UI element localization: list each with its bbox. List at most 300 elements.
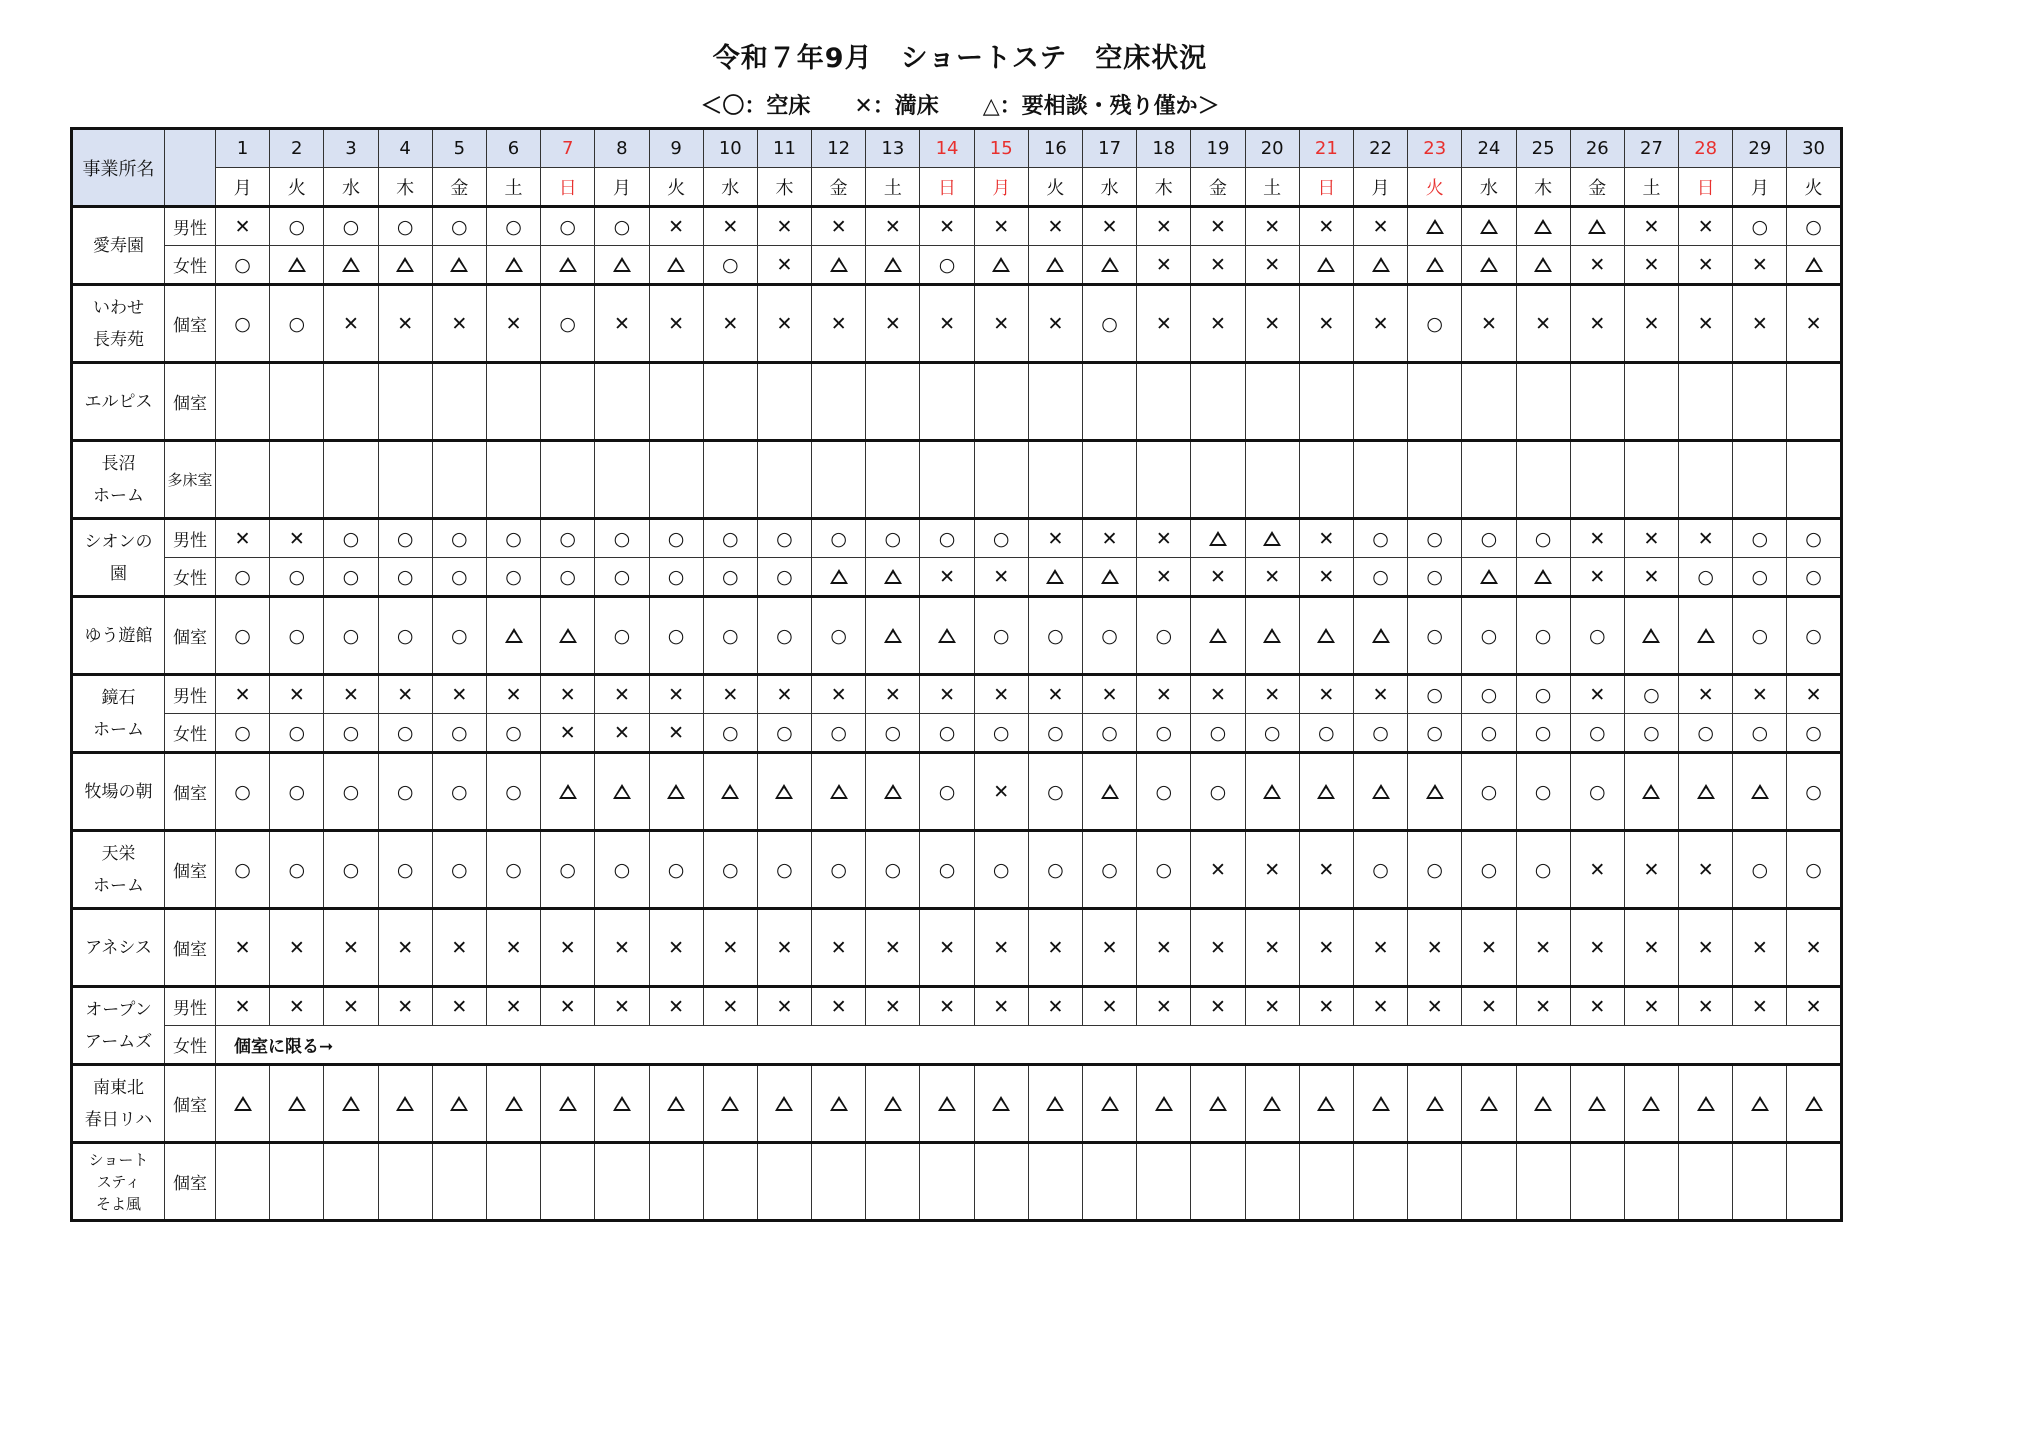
status-cell [216,909,270,987]
vacant-mark: ○ [559,565,577,588]
status-cell [1191,753,1245,831]
facility-name: 牧場の朝 [72,753,165,831]
vacant-mark: ○ [451,215,468,238]
status-cell [1353,363,1407,441]
full-mark: ✕ [1210,215,1226,238]
triangle-mark-icon [1209,531,1227,546]
status-cell [1679,1065,1733,1143]
full-mark: ✕ [1643,312,1660,335]
status-cell [920,597,974,675]
status-cell [1245,441,1299,519]
status-cell [1299,675,1353,714]
facility-name: 天栄 ホーム [72,831,165,909]
full-mark: ✕ [830,995,847,1018]
status-cell [1137,753,1191,831]
full-mark: ✕ [288,936,305,959]
weekday: 金 [1191,168,1245,207]
status-cell [812,558,866,597]
vacant-mark: ○ [830,721,847,744]
status-cell [1353,1143,1407,1221]
day-number: 25 [1516,129,1570,168]
status-cell [486,1065,540,1143]
status-cell [1353,441,1407,519]
status-cell [1245,714,1299,753]
status-cell [216,987,270,1026]
triangle-mark-icon [1534,1096,1552,1111]
full-mark: ✕ [397,312,414,335]
triangle-mark-icon [1805,1096,1823,1111]
vacant-mark: ○ [1751,858,1769,881]
status-cell [1624,675,1678,714]
vacant-mark: ○ [1426,527,1444,550]
status-cell [703,753,757,831]
vacant-mark: ○ [613,858,631,881]
vacant-mark: ○ [288,780,306,803]
vacant-mark: ○ [1751,721,1769,744]
full-mark: ✕ [884,312,901,335]
weekday: 月 [1733,168,1787,207]
status-cell [216,363,270,441]
status-cell [1624,441,1678,519]
vacant-mark: ○ [1426,565,1444,588]
status-cell [541,714,595,753]
status-cell [432,519,486,558]
status-cell [270,831,324,909]
full-mark: ✕ [722,215,739,238]
full-mark: ✕ [1210,565,1226,588]
vacant-mark: ○ [992,858,1010,881]
full-mark: ✕ [1155,995,1172,1018]
full-mark: ✕ [1751,253,1768,276]
status-cell [486,519,540,558]
status-cell [486,675,540,714]
status-cell [920,675,974,714]
triangle-mark-icon [1805,257,1823,272]
full-mark: ✕ [613,721,630,744]
full-mark: ✕ [1372,683,1389,706]
vacant-mark: ○ [1426,858,1444,881]
status-cell [1624,1143,1678,1221]
status-cell [1462,1143,1516,1221]
status-cell [703,714,757,753]
status-cell [812,1065,866,1143]
vacant-mark: ○ [667,527,685,550]
full-mark: ✕ [1751,312,1768,335]
status-cell [1408,441,1462,519]
status-cell [324,597,378,675]
status-cell [216,207,270,246]
status-cell [1624,558,1678,597]
triangle-mark-icon [1101,784,1119,799]
day-number: 24 [1462,129,1516,168]
status-cell [1028,987,1082,1026]
status-cell [541,675,595,714]
status-cell [432,363,486,441]
triangle-mark-icon [1534,219,1552,234]
triangle-mark-icon [1426,784,1444,799]
triangle-mark-icon [1372,1096,1390,1111]
full-mark: ✕ [993,565,1010,588]
status-cell [1137,714,1191,753]
status-cell [1462,558,1516,597]
room-type: 個室 [165,363,216,441]
triangle-mark-icon [1534,257,1552,272]
full-mark: ✕ [397,683,414,706]
vacant-mark: ○ [505,721,522,744]
full-mark: ✕ [1047,995,1064,1018]
status-cell [1570,909,1624,987]
status-cell [1787,831,1841,909]
triangle-mark-icon [1480,219,1498,234]
weekday: 火 [270,168,324,207]
vacant-mark: ○ [1372,527,1389,550]
vacant-mark: ○ [234,624,251,647]
vacant-mark: ○ [1047,624,1064,647]
table-row [72,831,1842,909]
vacant-mark: ○ [505,565,522,588]
full-mark: ✕ [1372,312,1389,335]
full-mark: ✕ [884,683,901,706]
status-cell [432,441,486,519]
status-cell [1191,246,1245,285]
status-cell [757,597,811,675]
status-cell [866,987,920,1026]
status-cell [1299,1143,1353,1221]
vacant-mark: ○ [288,565,306,588]
status-cell [270,753,324,831]
status-cell [378,987,432,1026]
weekday: 月 [974,168,1028,207]
table-row [72,519,1842,558]
status-cell [757,1143,811,1221]
status-cell [378,441,432,519]
full-mark: ✕ [559,936,576,959]
status-cell [595,831,649,909]
status-cell [324,207,378,246]
facility-name: 愛寿園 [72,207,165,285]
status-cell [1679,753,1733,831]
status-cell [270,519,324,558]
status-cell [1462,753,1516,831]
status-cell [1570,285,1624,363]
status-cell [1191,909,1245,987]
status-cell [1083,1065,1137,1143]
status-cell [1787,363,1841,441]
status-cell [1083,441,1137,519]
vacant-mark: ○ [667,858,685,881]
status-cell [541,441,595,519]
status-cell [1353,675,1407,714]
triangle-mark-icon [505,257,523,272]
room-type: 女性 [165,1026,216,1065]
day-number: 18 [1137,129,1191,168]
status-cell [1462,714,1516,753]
full-mark: ✕ [1264,253,1281,276]
full-mark: ✕ [1155,312,1172,335]
full-mark: ✕ [613,312,630,335]
full-mark: ✕ [1643,253,1660,276]
vacant-mark: ○ [342,565,360,588]
full-mark: ✕ [343,936,359,959]
full-mark: ✕ [1318,312,1335,335]
full-mark: ✕ [1480,995,1497,1018]
status-cell [649,441,703,519]
status-cell [324,1143,378,1221]
triangle-mark-icon [1263,1096,1281,1111]
vacant-mark: ○ [396,721,414,744]
day-number: 19 [1191,129,1245,168]
status-cell [1733,831,1787,909]
status-cell [1733,246,1787,285]
status-cell [541,831,595,909]
vacant-mark: ○ [1372,721,1389,744]
status-cell [920,246,974,285]
weekday: 月 [216,168,270,207]
status-cell [1516,207,1570,246]
triangle-mark-icon [667,1096,685,1111]
vacant-mark: ○ [451,624,468,647]
status-cell [1462,246,1516,285]
full-mark: ✕ [1643,936,1660,959]
full-mark: ✕ [1697,312,1714,335]
status-cell [1191,597,1245,675]
vacant-mark: ○ [830,527,847,550]
status-cell [595,285,649,363]
status-cell [1353,285,1407,363]
status-cell [920,207,974,246]
status-cell [1408,675,1462,714]
weekday: 金 [432,168,486,207]
triangle-mark-icon [1101,1096,1119,1111]
status-cell [1679,597,1733,675]
full-mark: ✕ [1805,683,1822,706]
vacant-mark: ○ [938,527,956,550]
status-cell [270,1143,324,1221]
status-cell [270,246,324,285]
vacant-mark: ○ [776,527,793,550]
status-cell [1624,519,1678,558]
status-cell [270,909,324,987]
status-cell [866,1143,920,1221]
status-cell [866,831,920,909]
status-cell [1191,714,1245,753]
day-number: 7 [541,129,595,168]
status-cell [1570,246,1624,285]
status-cell [216,519,270,558]
status-cell [541,753,595,831]
status-cell [595,207,649,246]
status-cell [703,207,757,246]
weekday: 日 [541,168,595,207]
status-cell [1679,207,1733,246]
status-cell [757,753,811,831]
status-cell [703,1065,757,1143]
full-mark: ✕ [1318,858,1335,881]
triangle-mark-icon [1046,1096,1064,1111]
status-cell [757,207,811,246]
status-cell [595,714,649,753]
status-cell [1570,441,1624,519]
status-cell [595,363,649,441]
day-number: 16 [1028,129,1082,168]
vacant-mark: ○ [1805,780,1822,803]
status-cell [1570,1143,1624,1221]
full-mark: ✕ [668,215,685,238]
status-cell [541,1143,595,1221]
status-cell [595,519,649,558]
triangle-mark-icon [613,257,631,272]
status-cell [757,909,811,987]
vacant-mark: ○ [396,780,414,803]
status-cell [866,363,920,441]
facility-name: 南東北 春日リハ [72,1065,165,1143]
status-cell [1353,519,1407,558]
vacant-mark: ○ [1588,780,1606,803]
full-mark: ✕ [1589,683,1606,706]
full-mark: ✕ [1372,936,1389,959]
full-mark: ✕ [884,936,901,959]
status-cell [1516,753,1570,831]
status-cell [1408,831,1462,909]
triangle-mark-icon [342,257,360,272]
triangle-mark-icon [559,784,577,799]
full-mark: ✕ [1751,683,1768,706]
row-note: 個室に限る➞ [216,1026,1842,1065]
day-number: 4 [378,129,432,168]
status-cell [703,909,757,987]
triangle-mark-icon [1588,219,1606,234]
status-cell [1679,519,1733,558]
status-cell [1408,246,1462,285]
vacant-mark: ○ [667,565,685,588]
type-header [165,129,216,207]
triangle-mark-icon [830,784,848,799]
triangle-mark-icon [342,1096,360,1111]
full-mark: ✕ [1372,995,1389,1018]
day-number: 3 [324,129,378,168]
status-cell [703,558,757,597]
status-cell [1137,909,1191,987]
status-cell [920,714,974,753]
status-cell [595,558,649,597]
day-number: 26 [1570,129,1624,168]
status-cell [486,1143,540,1221]
status-cell [1299,831,1353,909]
facility-name: 長沼 ホーム [72,441,165,519]
status-cell [1462,207,1516,246]
status-cell [1083,246,1137,285]
full-mark: ✕ [505,936,522,959]
full-mark: ✕ [830,215,847,238]
full-mark: ✕ [993,312,1010,335]
status-cell [1733,714,1787,753]
status-cell [1137,285,1191,363]
triangle-mark-icon [884,628,902,643]
full-mark: ✕ [1643,527,1660,550]
status-cell [1408,558,1462,597]
status-cell [486,207,540,246]
vacant-mark: ○ [721,565,739,588]
status-cell [324,831,378,909]
status-cell [1353,597,1407,675]
triangle-mark-icon [1372,257,1390,272]
full-mark: ✕ [1264,565,1281,588]
status-cell [812,714,866,753]
day-number: 27 [1624,129,1678,168]
status-cell [1516,363,1570,441]
vacant-mark: ○ [234,721,251,744]
status-cell [432,909,486,987]
status-cell [216,285,270,363]
full-mark: ✕ [1751,936,1768,959]
full-mark: ✕ [1751,995,1768,1018]
full-mark: ✕ [397,995,414,1018]
vacant-mark: ○ [451,565,468,588]
weekday: 金 [1570,168,1624,207]
full-mark: ✕ [722,683,739,706]
status-cell [649,909,703,987]
full-mark: ✕ [1643,215,1660,238]
status-cell [1191,1065,1245,1143]
vacant-mark: ○ [1480,721,1498,744]
status-cell [974,597,1028,675]
status-cell [432,753,486,831]
status-cell [1679,831,1733,909]
vacant-mark: ○ [1643,721,1660,744]
status-cell [866,753,920,831]
status-cell [1462,441,1516,519]
status-cell [866,714,920,753]
status-cell [1191,441,1245,519]
triangle-mark-icon [992,257,1010,272]
full-mark: ✕ [1047,215,1064,238]
vacant-mark: ○ [1426,683,1444,706]
status-cell [378,363,432,441]
status-cell [1137,207,1191,246]
status-cell [1191,363,1245,441]
full-mark: ✕ [722,936,739,959]
room-type: 個室 [165,1143,216,1221]
status-cell [486,753,540,831]
status-cell [1137,675,1191,714]
vacant-mark: ○ [396,565,414,588]
day-number: 15 [974,129,1028,168]
status-cell [1462,1065,1516,1143]
full-mark: ✕ [1318,995,1335,1018]
status-cell [1028,909,1082,987]
status-cell [1028,714,1082,753]
full-mark: ✕ [1589,527,1606,550]
triangle-mark-icon [830,569,848,584]
status-cell [1191,831,1245,909]
status-cell [1408,909,1462,987]
full-mark: ✕ [1480,312,1497,335]
status-cell [541,207,595,246]
status-cell [974,714,1028,753]
status-cell [920,363,974,441]
status-cell [1408,285,1462,363]
full-mark: ✕ [993,780,1010,803]
status-cell [1570,363,1624,441]
status-cell [974,675,1028,714]
full-mark: ✕ [1318,936,1335,959]
vacant-mark: ○ [234,253,251,276]
full-mark: ✕ [1155,565,1172,588]
day-number: 5 [432,129,486,168]
facility-name: アネシス [72,909,165,987]
day-number: 12 [812,129,866,168]
vacant-mark: ○ [938,780,956,803]
